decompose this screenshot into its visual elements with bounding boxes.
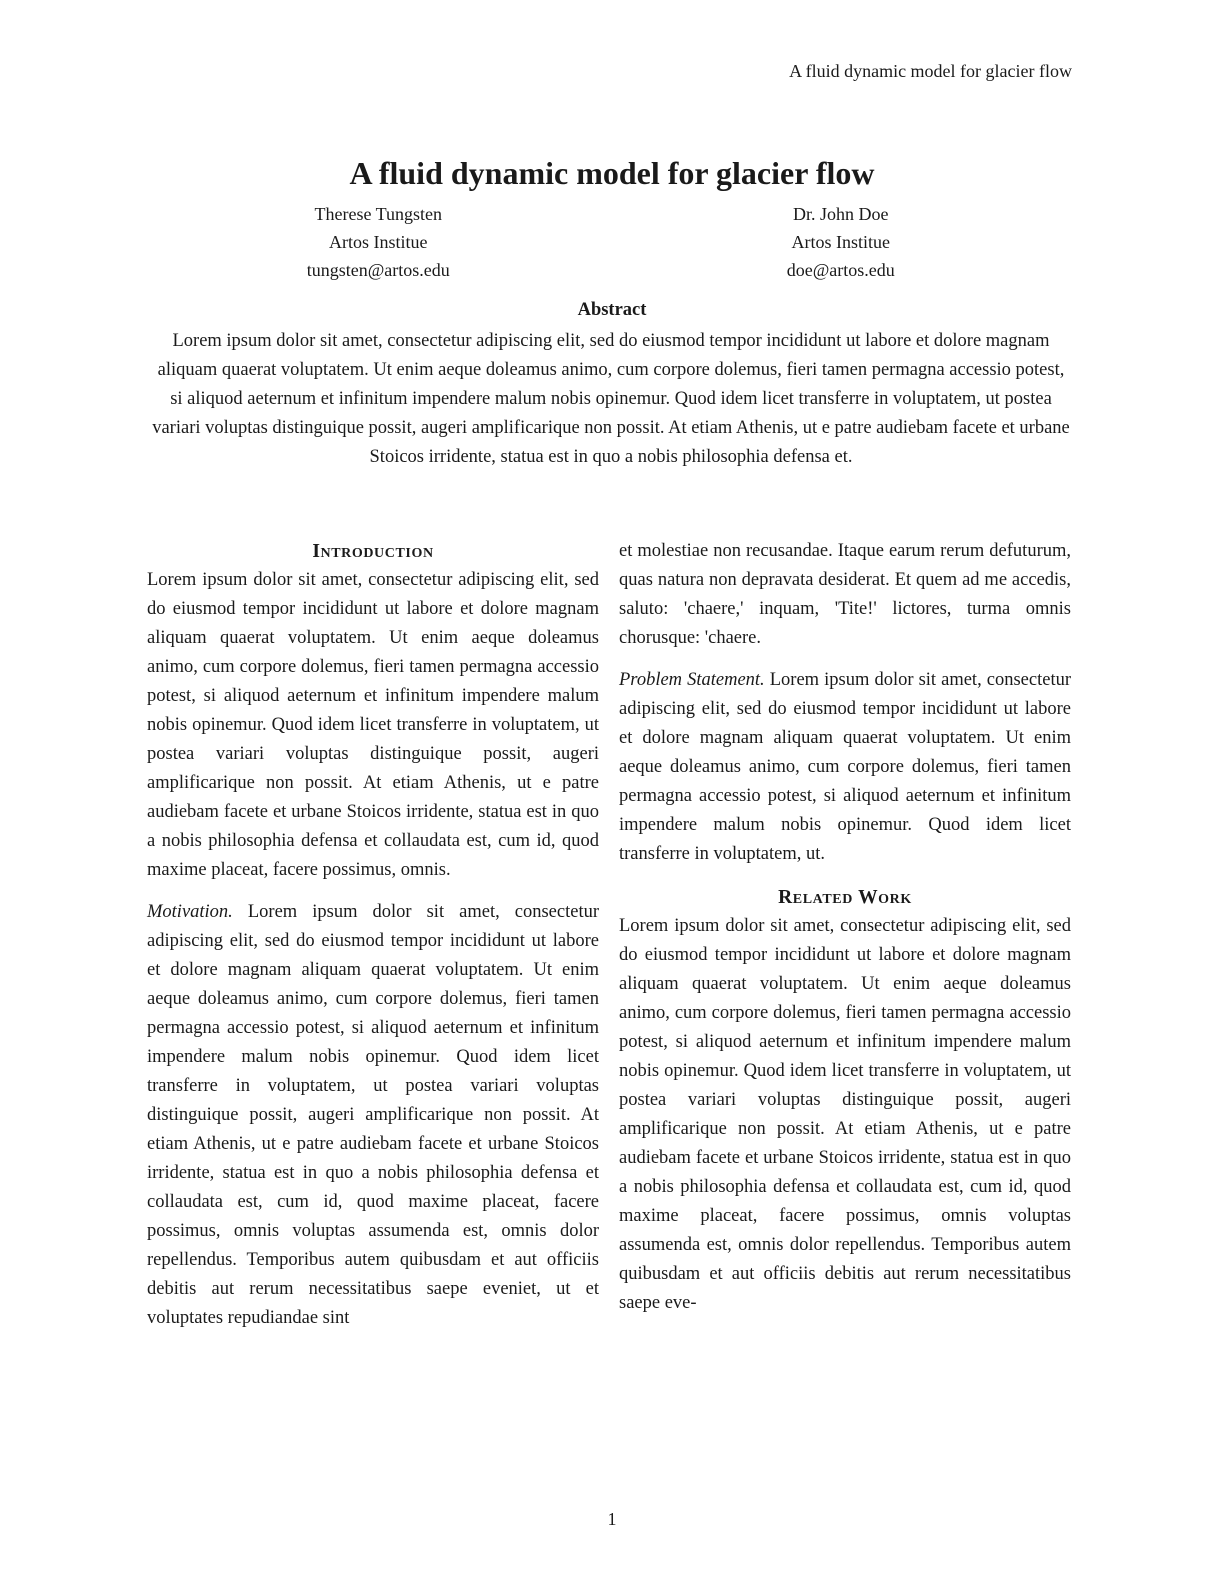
two-column-body bbox=[147, 537, 1072, 1333]
motivation-lead-in: Motivation. bbox=[147, 902, 233, 922]
motivation-text: Lorem ipsum dolor sit amet, consectetur adipiscing elit, sed do eiusmod tempor incididunt ut labore et dolore magnam aliquam quaerat voluptatem. Ut enim aeque doleamus animo, cum corpore dolemus, fieri tamen permagna accessio potest, si aliquod aeternum et infinitum impendere malum nobis opinemur. Quod idem licet transferre in voluptatem, ut postea variari voluptas distinguique possit, augeri amplificarique non possit. At etiam Athenis, ut e patre audiebam facete et urbane Stoicos irridente, statua est in quo a nobis philosophia defensa et collaudata est, cum id, quod maxime placeat, facere possimus, omnis voluptas assumenda est, omnis dolor repellendus. Temporibus autem quibusdam et aut officiis debitis aut rerum necessitatibus saepe eveniet, ut et voluptates repudiandae sint bbox=[147, 902, 599, 1328]
section-heading-introduction: Introduction bbox=[312, 541, 434, 562]
author-1-email: tungsten@artos.edu bbox=[306, 260, 450, 280]
author-2-affiliation: Artos Institue bbox=[791, 232, 890, 252]
section-heading-related-work: Related Work bbox=[778, 887, 912, 908]
paper-title: A fluid dynamic model for glacier flow bbox=[349, 155, 875, 192]
abstract-heading: Abstract bbox=[577, 300, 647, 320]
problem-statement-paragraph bbox=[619, 666, 1071, 869]
problem-statement-lead-in: Problem Statement. bbox=[619, 670, 765, 690]
author-list bbox=[147, 200, 1072, 284]
running-head: A fluid dynamic model for glacier flow bbox=[789, 61, 1072, 81]
motivation-paragraph bbox=[147, 898, 599, 1333]
introduction-continued-paragraph: et molestiae non recusandae. Itaque earum rerum defuturum, quas natura non depravata desiderat. Et quem ad me accedis, saluto: 'chaere,' inquam, 'Tite!' lictores, turma omnis chorusque: 'chaere. bbox=[619, 541, 1071, 648]
right-column bbox=[619, 537, 1071, 1333]
author-2 bbox=[610, 200, 1073, 284]
author-2-email: doe@artos.edu bbox=[786, 260, 895, 280]
page-number: 1 bbox=[607, 1509, 617, 1529]
author-2-name: Dr. John Doe bbox=[793, 204, 889, 224]
left-column bbox=[147, 537, 599, 1333]
problem-statement-text: Lorem ipsum dolor sit amet, consectetur adipiscing elit, sed do eiusmod tempor incididunt ut labore et dolore magnam aliquam quaerat voluptatem. Ut enim aeque doleamus animo, cum corpore dolemus, fieri tamen permagna accessio potest, si aliquod aeternum et infinitum impendere malum nobis opinemur. Quod idem licet transferre in voluptatem, ut. bbox=[619, 670, 1071, 864]
author-1 bbox=[147, 200, 610, 284]
abstract-text: Lorem ipsum dolor sit amet, consectetur adipiscing elit, sed do eiusmod tempor incididunt ut labore et dolore magnam aliquam quaerat voluptatem. Ut enim aeque doleamus animo, cum corpore dolemus, fieri tamen permagna accessio potest, si aliquod aeternum et infinitum impendere malum nobis opinemur. Quod idem licet transferre in voluptatem, ut postea variari voluptas distinguique possit, augeri amplificarique non possit. At etiam Athenis, ut e patre audiebam facete et urbane Stoicos irridente, statua est in quo a nobis philosophia defensa et. bbox=[152, 331, 1070, 467]
author-1-name: Therese Tungsten bbox=[314, 204, 442, 224]
related-work-paragraph: Lorem ipsum dolor sit amet, consectetur adipiscing elit, sed do eiusmod tempor incididunt ut labore et dolore magnam aliquam quaerat voluptatem. Ut enim aeque doleamus animo, cum corpore dolemus, fieri tamen permagna accessio potest, si aliquod aeternum et infinitum impendere malum nobis opinemur. Quod idem licet transferre in voluptatem, ut postea variari voluptas distinguique possit, augeri amplificarique non possit. At etiam Athenis, ut e patre audiebam facete et urbane Stoicos irridente, statua est in quo a nobis philosophia defensa et collaudata est, cum id, quod maxime placeat, facere possimus, omnis voluptas assumenda est, omnis dolor repellendus. Temporibus autem quibusdam et aut officiis debitis aut rerum necessitatibus saepe eve- bbox=[619, 916, 1071, 1313]
author-1-affiliation: Artos Institue bbox=[329, 232, 428, 252]
introduction-paragraph: Lorem ipsum dolor sit amet, consectetur adipiscing elit, sed do eiusmod tempor incididunt ut labore et dolore magnam aliquam quaerat voluptatem. Ut enim aeque doleamus animo, cum corpore dolemus, fieri tamen permagna accessio potest, si aliquod aeternum et infinitum impendere malum nobis opinemur. Quod idem licet transferre in voluptatem, ut postea variari voluptas distinguique possit, augeri amplificarique non possit. At etiam Athenis, ut e patre audiebam facete et urbane Stoicos irridente, statua est in quo a nobis philosophia defensa et collaudata est, cum id, quod maxime placeat, facere possimus, omnis. bbox=[147, 570, 599, 880]
